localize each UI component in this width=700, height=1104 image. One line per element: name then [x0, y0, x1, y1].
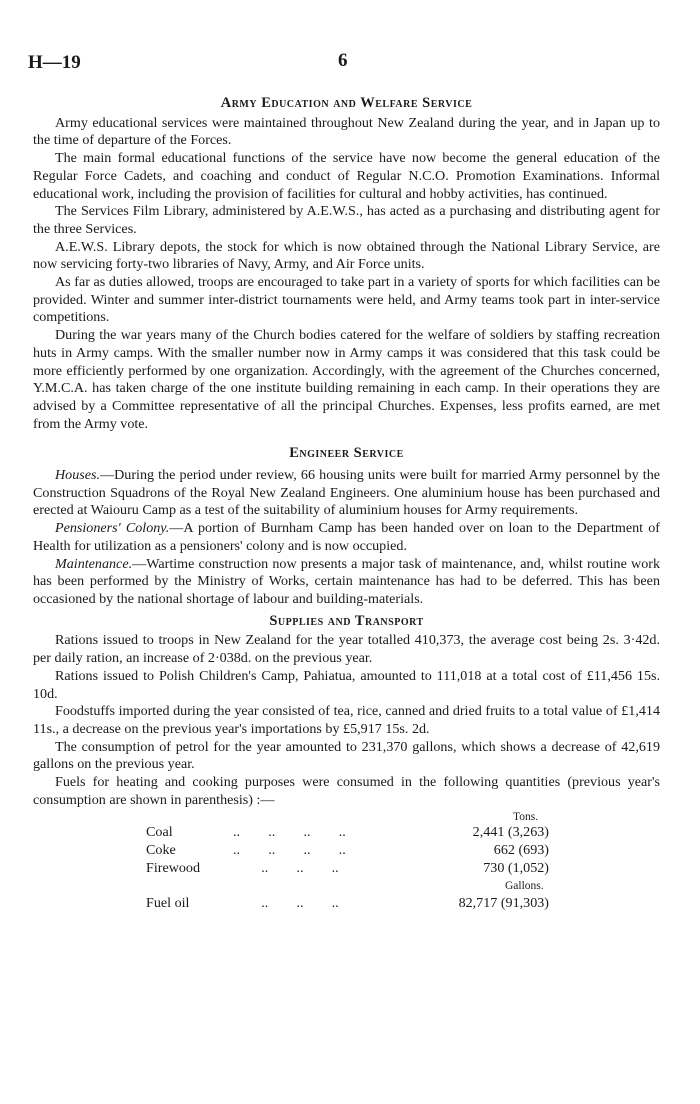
leader-dots: .. .. .. .. [233, 824, 346, 841]
paragraph: As far as duties allowed, troops are encouraged to take part in a variety of sports for which facilities can be provided. Winter and summer inter-district tournaments were held, and Army teams took part in inter-service competitions. [33, 274, 660, 326]
paragraph: Army educational services were maintained throughout New Zealand during the year, and in Japan up to the time of departure of the Forces. [33, 114, 660, 149]
paragraph: Rations issued to Polish Children's Camp, Pahiatua, amounted to 111,018 at a total cost of £11,456 15s. 10d. [33, 667, 660, 702]
fuel-label: Fuel oil [146, 895, 190, 912]
page-number: 6 [338, 50, 348, 71]
table-row [33, 895, 660, 913]
section-title-supplies: Supplies and Transport [269, 612, 424, 629]
paragraph: Rations issued to troops in New Zealand for the year totalled 410,373, the average cost being 2s. 3·42d. per daily ration, an increase of 2·038d. on the previous year. [33, 632, 660, 667]
table-row [33, 842, 660, 860]
fuel-label: Coal [146, 824, 173, 841]
item-text: —During the period under review, 66 housing units were built for married Army personnel by the Construction Squadrons of the Royal New Zealand Engineers. One aluminium house has been purchased and erected at Waiouru Camp as a test of the suitability of aluminium houses for Army requirements. [33, 467, 660, 519]
table-row [33, 860, 660, 878]
fuel-table [33, 809, 660, 933]
paragraph-pensioners-colony [33, 520, 660, 555]
paragraph: The Services Film Library, administered by A.E.W.S., has acted as a purchasing and distributing agent for the three Services. [33, 203, 660, 237]
document-body [33, 95, 660, 933]
unit-gallons: Gallons. [505, 880, 544, 893]
table-row [33, 824, 660, 842]
leader-dots: .. .. .. [233, 895, 339, 912]
item-heading: Houses. [55, 467, 101, 484]
document-reference: H—19 [28, 52, 81, 73]
paragraph-houses [33, 467, 660, 520]
fuel-value: 730 (1,052) [483, 860, 549, 877]
paragraph: During the war years many of the Church bodies catered for the welfare of soldiers by staffing recreation huts in Army camps. With the smaller number now in Army camps it was considered that this task could be more efficiently performed by one organization. Accordingly, with the agreement of the Churches concerned, Y.M.C.A. has taken charge of the one institute building remaining in each camp. In their operations they are advised by a Committee representative of all the principal Churches. Expenses, less profits earned, are met from the Army vote. [33, 327, 660, 432]
paragraph: Foodstuffs imported during the year consisted of tea, rice, canned and dried fruits to a total value of £1,414 11s., a decrease on the previous year's importations by £5,917 15s. 2d. [33, 703, 660, 737]
paragraph: The main formal educational functions of the service have now become the general education of the Regular Force Cadets, and coaching and conduct of Regular N.C.O. Promotion Examinations. Informal educational work, including the provision of facilities for cultural and hobby activities, has continued. [33, 150, 660, 202]
fuel-value: 2,441 (3,263) [472, 824, 549, 841]
paragraph: Fuels for heating and cooking purposes were consumed in the following quantities (previous year's consumption are shown in parenthesis) :— [33, 774, 660, 808]
leader-dots: .. .. .. [233, 860, 339, 877]
section-title-engineer: Engineer Service [289, 445, 404, 462]
paragraph: The consumption of petrol for the year amounted to 231,370 gallons, which shows a decrease of 42,619 gallons on the previous year. [33, 738, 660, 773]
fuel-value: 662 (693) [493, 842, 549, 859]
section-title-education: Army Education and Welfare Service [220, 95, 473, 111]
item-heading: Maintenance. [55, 555, 133, 572]
item-text: —A portion of Burnham Camp has been handed over on loan to the Department of Health for utilization as a pensioners' colony and is now occupied. [33, 520, 660, 554]
item-text: —Wartime construction now presents a major task of maintenance, and, whilst routine work has been performed by the Ministry of Works, certain maintenance has had to be deferred. This has been occasioned by the national shortage of labour and building-materials. [33, 555, 660, 607]
paragraph-maintenance [33, 556, 660, 609]
leader-dots: .. .. .. .. [233, 842, 346, 859]
unit-tons: Tons. [513, 811, 539, 824]
fuel-label: Coke [146, 842, 176, 859]
paragraph: A.E.W.S. Library depots, the stock for which is now obtained through the National Library Service, are now servicing forty-two libraries of Navy, Army, and Air Force units. [33, 238, 660, 273]
item-heading: Pensioners' Colony. [55, 520, 170, 537]
fuel-value: 82,717 (91,303) [458, 895, 549, 912]
fuel-label: Firewood [146, 860, 201, 877]
